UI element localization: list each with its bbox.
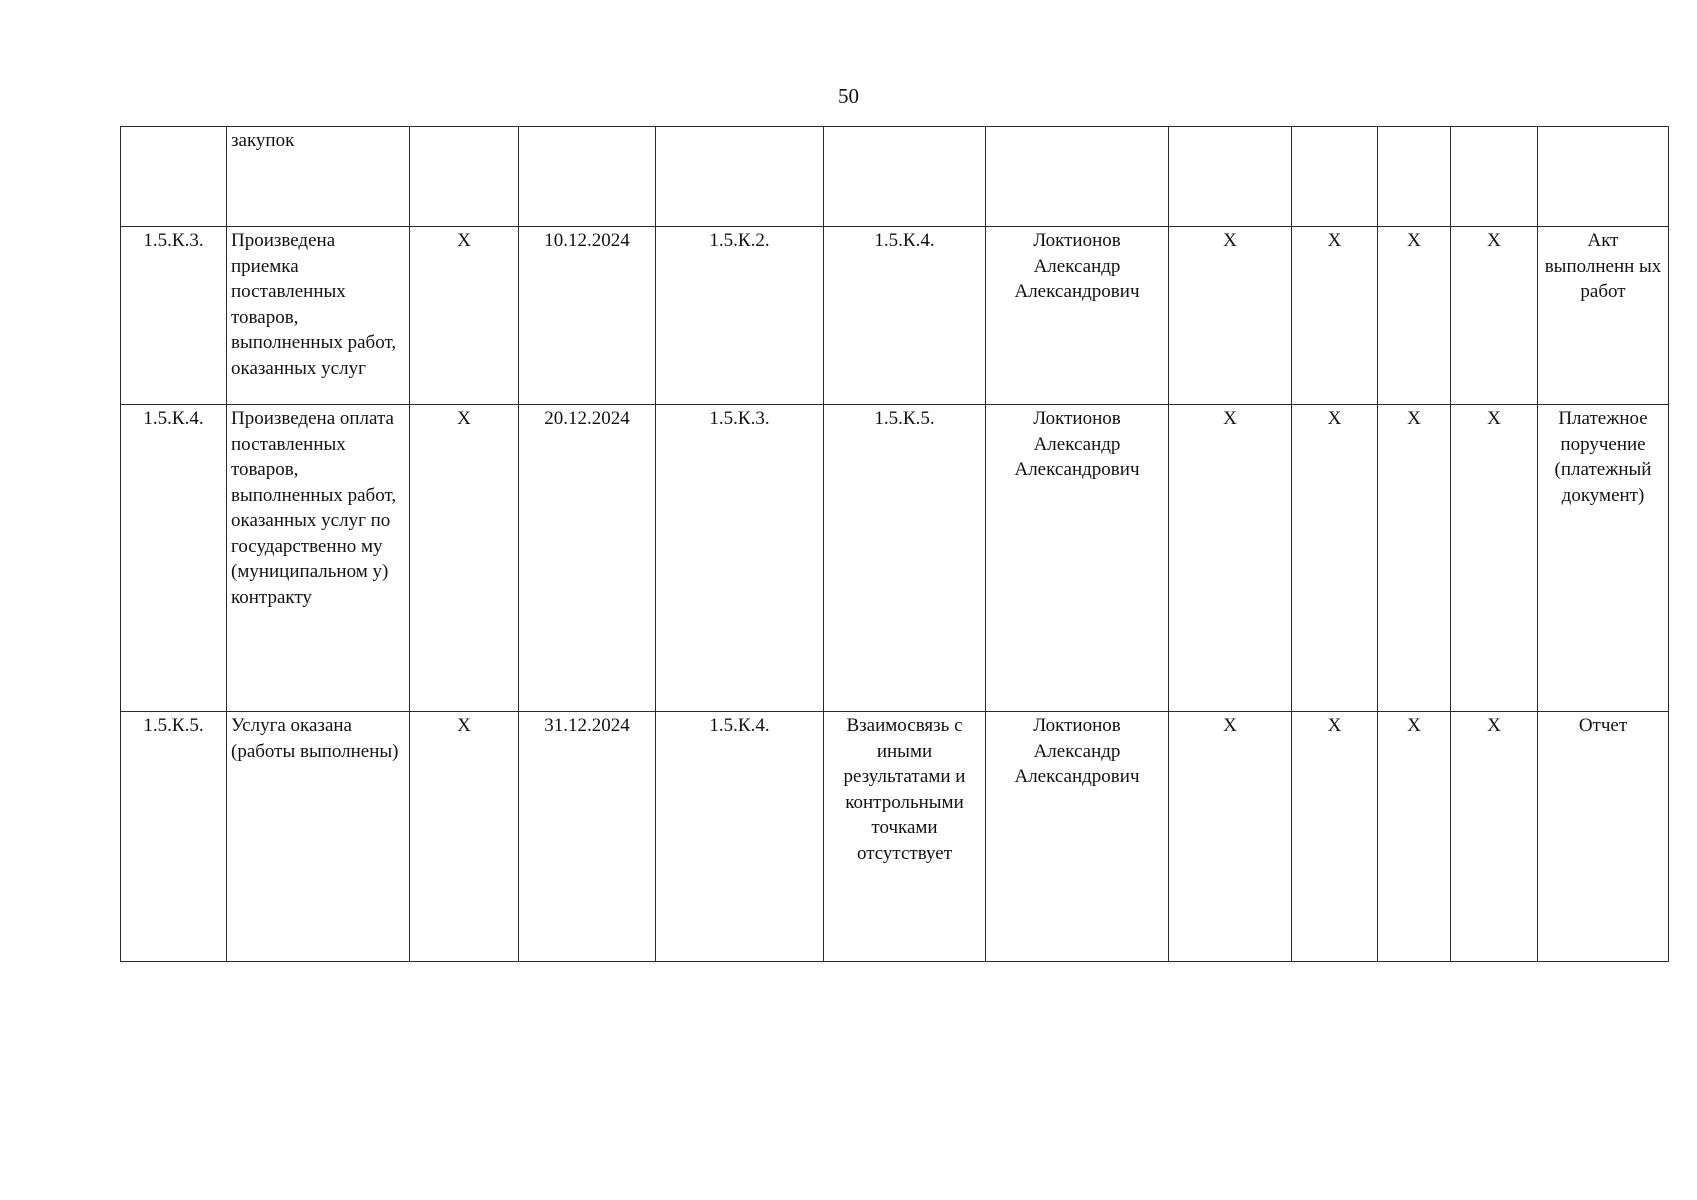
cell-next: 1.5.К.5. <box>824 405 986 712</box>
cell-result: закупок <box>227 127 410 227</box>
cell-x4: Х <box>1451 227 1538 405</box>
cell-responsible: Локтионов Александр Александрович <box>986 712 1169 962</box>
cell-result: Произведена оплата поставленных товаров, выполненных работ, оказанных услуг по государственно му (муниципальном у) контракту <box>227 405 410 712</box>
cell-next <box>824 127 986 227</box>
cell-date <box>519 127 656 227</box>
cell-code: 1.5.К.3. <box>121 227 227 405</box>
cell-x4: Х <box>1451 405 1538 712</box>
cell-result: Произведена приемка поставленных товаров, выполненных работ, оказанных услуг <box>227 227 410 405</box>
cell-x1: Х <box>1169 405 1292 712</box>
cell-responsible: Локтионов Александр Александрович <box>986 405 1169 712</box>
cell-x1: Х <box>1169 227 1292 405</box>
cell-x3: Х <box>1378 227 1451 405</box>
cell-code: 1.5.К.4. <box>121 405 227 712</box>
cell-x2: Х <box>1292 227 1378 405</box>
cell-x3: Х <box>1378 405 1451 712</box>
cell-date: 10.12.2024 <box>519 227 656 405</box>
table-row <box>121 227 1669 405</box>
cell-col3: Х <box>410 405 519 712</box>
cell-prev: 1.5.К.2. <box>656 227 824 405</box>
cell-responsible <box>986 127 1169 227</box>
cell-code <box>121 127 227 227</box>
cell-col3 <box>410 127 519 227</box>
cell-x4 <box>1451 127 1538 227</box>
cell-prev <box>656 127 824 227</box>
cell-document: Отчет <box>1538 712 1669 962</box>
cell-document: Платежное поручение (платежный документ) <box>1538 405 1669 712</box>
cell-code: 1.5.К.5. <box>121 712 227 962</box>
cell-prev: 1.5.К.3. <box>656 405 824 712</box>
cell-x3: Х <box>1378 712 1451 962</box>
table-row <box>121 712 1669 962</box>
cell-x2: Х <box>1292 405 1378 712</box>
cell-document: Акт выполненн ых работ <box>1538 227 1669 405</box>
cell-prev: 1.5.К.4. <box>656 712 824 962</box>
cell-col3: Х <box>410 712 519 962</box>
control-points-table <box>120 126 1669 962</box>
cell-x1: Х <box>1169 712 1292 962</box>
cell-next: 1.5.К.4. <box>824 227 986 405</box>
cell-document <box>1538 127 1669 227</box>
cell-responsible: Локтионов Александр Александрович <box>986 227 1169 405</box>
cell-x4: Х <box>1451 712 1538 962</box>
cell-col3: Х <box>410 227 519 405</box>
cell-x2 <box>1292 127 1378 227</box>
cell-x2: Х <box>1292 712 1378 962</box>
cell-x3 <box>1378 127 1451 227</box>
page-number: 50 <box>838 84 859 108</box>
cell-x1 <box>1169 127 1292 227</box>
cell-result: Услуга оказана (работы выполнены) <box>227 712 410 962</box>
cell-date: 31.12.2024 <box>519 712 656 962</box>
table-row <box>121 127 1669 227</box>
table-row <box>121 405 1669 712</box>
cell-next: Взаимосвязь с иными результатами и контрольными точками отсутствует <box>824 712 986 962</box>
cell-date: 20.12.2024 <box>519 405 656 712</box>
